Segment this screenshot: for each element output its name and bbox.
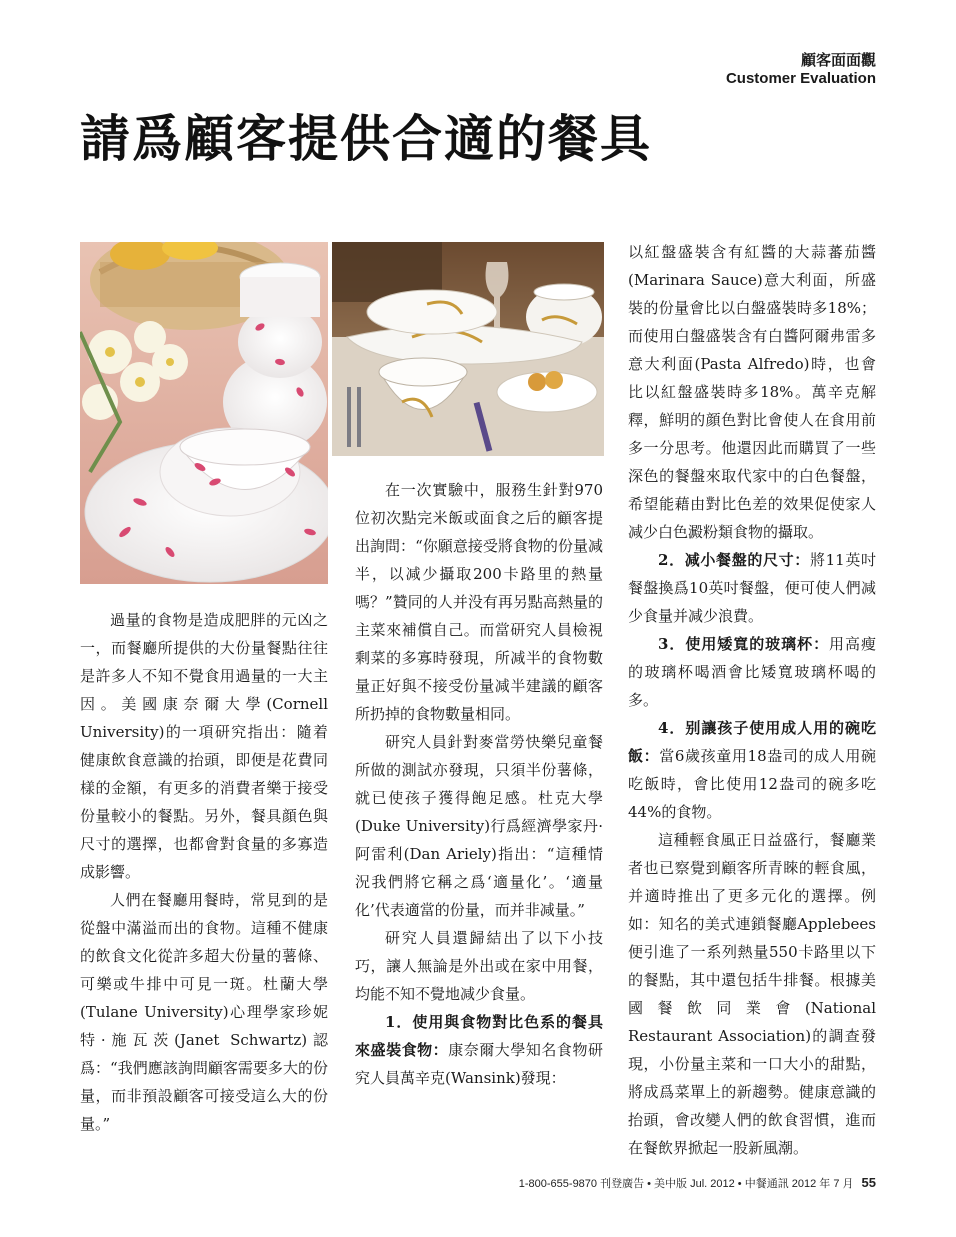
- article-column-1: [80, 606, 328, 1138]
- tip-heading: 3．使用矮寬的玻璃杯：: [658, 635, 830, 653]
- paragraph: 研究人員針對麥當勞快樂兒童餐所做的測試亦發現，只須半份薯條，就已使孩子獲得飽足感。杜克大學(Duke University)行爲經濟學家丹·阿雷利(Dan Ariely)指出：“這種情況我們將它稱之爲‘適量化’。‘適量化’代表適當的份量，而并非减量。”: [355, 733, 603, 919]
- paragraph: 人們在餐廳用餐時，常見到的是從盤中滿溢而出的食物。這種不健康的飲食文化從許多超大份量的薯條、可樂或牛排中可見一斑。杜蘭大學(Tulane University)心理學家珍妮特·施瓦茨(Janet Schwartz)認爲：“我們應該詢問顧客需要多大的份量，而非預設顧客可接受這么大的份量。”: [80, 891, 328, 1133]
- page-number: 55: [861, 1175, 876, 1190]
- article-column-3: [628, 238, 876, 1162]
- tip-heading: 4．别讓孩子使用成人用的碗吃飯：: [628, 719, 876, 765]
- tip-text: 當6歲孩童用18盎司的成人用碗吃飯時，會比使用12盎司的碗多吃44%的食物。: [628, 747, 876, 821]
- section-header: [726, 50, 876, 88]
- article-title: 請爲顧客提供合適的餐具: [80, 109, 652, 168]
- page-footer: [0, 1175, 876, 1191]
- paragraph: 研究人員還歸結出了以下小技巧，讓人無論是外出或在家中用餐，均能不知不覺地减少食量。: [355, 929, 603, 1003]
- paragraph: [628, 546, 876, 630]
- tip-heading: 1．使用與食物對比色系的餐具來盛裝食物：: [355, 1013, 603, 1059]
- paragraph: [355, 1008, 603, 1092]
- tip-text: 用高瘦的玻璃杯喝酒會比矮寬玻璃杯喝的多。: [628, 635, 876, 709]
- tip-text: 康奈爾大學知名食物研究人員萬辛克(Wansink)發現：: [355, 1041, 603, 1087]
- footer-info: 1-800-655-9870 刊登廣告 • 美中版 Jul. 2012 • 中餐通訊 2012 年 7 月: [518, 1178, 854, 1190]
- article-column-2: [355, 476, 603, 1092]
- paragraph: 過量的食物是造成肥胖的元凶之一，而餐廳所提供的大份量餐點往往是許多人不知不覺食用過量的一大主因。美國康奈爾大學(Cornell University)的一項研究指出：隨着健康飲食意識的抬頭，即便是花費同樣的金額，有更多的消費者樂于接受份量較小的餐點。另外，餐具顔色與尺寸的選擇，也都會對食量的多寡造成影響。: [80, 611, 328, 881]
- gold-swirl-dinnerware-photo: [332, 242, 604, 456]
- section-label-en: Customer Evaluation: [725, 70, 876, 87]
- tip-heading: 2．减小餐盤的尺寸：: [658, 551, 810, 569]
- section-label-zh: 顧客面面觀: [800, 51, 876, 69]
- paragraph: 在一次實驗中，服務生針對970位初次點完米飯或面食之后的顧客提出詢問：“你願意接受將食物的份量减半，以减少攝取200卡路里的熱量嗎？”贊同的人并没有再另點高熱量的主菜來補償自己。而當研究人員檢視剩菜的多寡時發現，所减半的食物數量正好與不接受份量减半建議的顧客所扔掉的食物數量相同。: [355, 481, 603, 723]
- paragraph: 這種輕食風正日益盛行，餐廳業者也已察覺到顧客所青睞的輕食風，并適時推出了更多元化的選擇。例如：知名的美式連鎖餐廳Applebees便引進了一系列熱量550卡路里以下的餐點，其中還包括牛排餐。根據美國餐飲同業會(National Restaurant Association)的調查發現，小份量主菜和一口大小的甜點，將成爲菜單上的新趨勢。健康意識的抬頭，會改變人們的飲食習慣，進而在餐飲界掀起一股新風潮。: [628, 831, 876, 1157]
- paragraph: 以紅盤盛裝含有紅醬的大蒜蕃茄醬(Marinara Sauce)意大利面，所盛裝的份量會比以白盤盛裝時多18%；而使用白盤盛裝含有白醬阿爾弗雷多意大利面(Pasta Alfredo)時，也會比以紅盤盛裝時多18%。萬辛克解釋，鮮明的顔色對比會使人在食用前多一分思考。他還因此而購買了一些深色的餐盤來取代家中的白色餐盤，希望能藉由對比色差的效果促使家人减少白色澱粉類食物的攝取。: [628, 243, 876, 541]
- paragraph: [628, 714, 876, 826]
- pink-dinnerware-photo: [80, 242, 328, 584]
- paragraph: [628, 630, 876, 714]
- tip-text: 將11英吋餐盤換爲10英吋餐盤，便可使人們减少食量并减少浪費。: [628, 551, 876, 625]
